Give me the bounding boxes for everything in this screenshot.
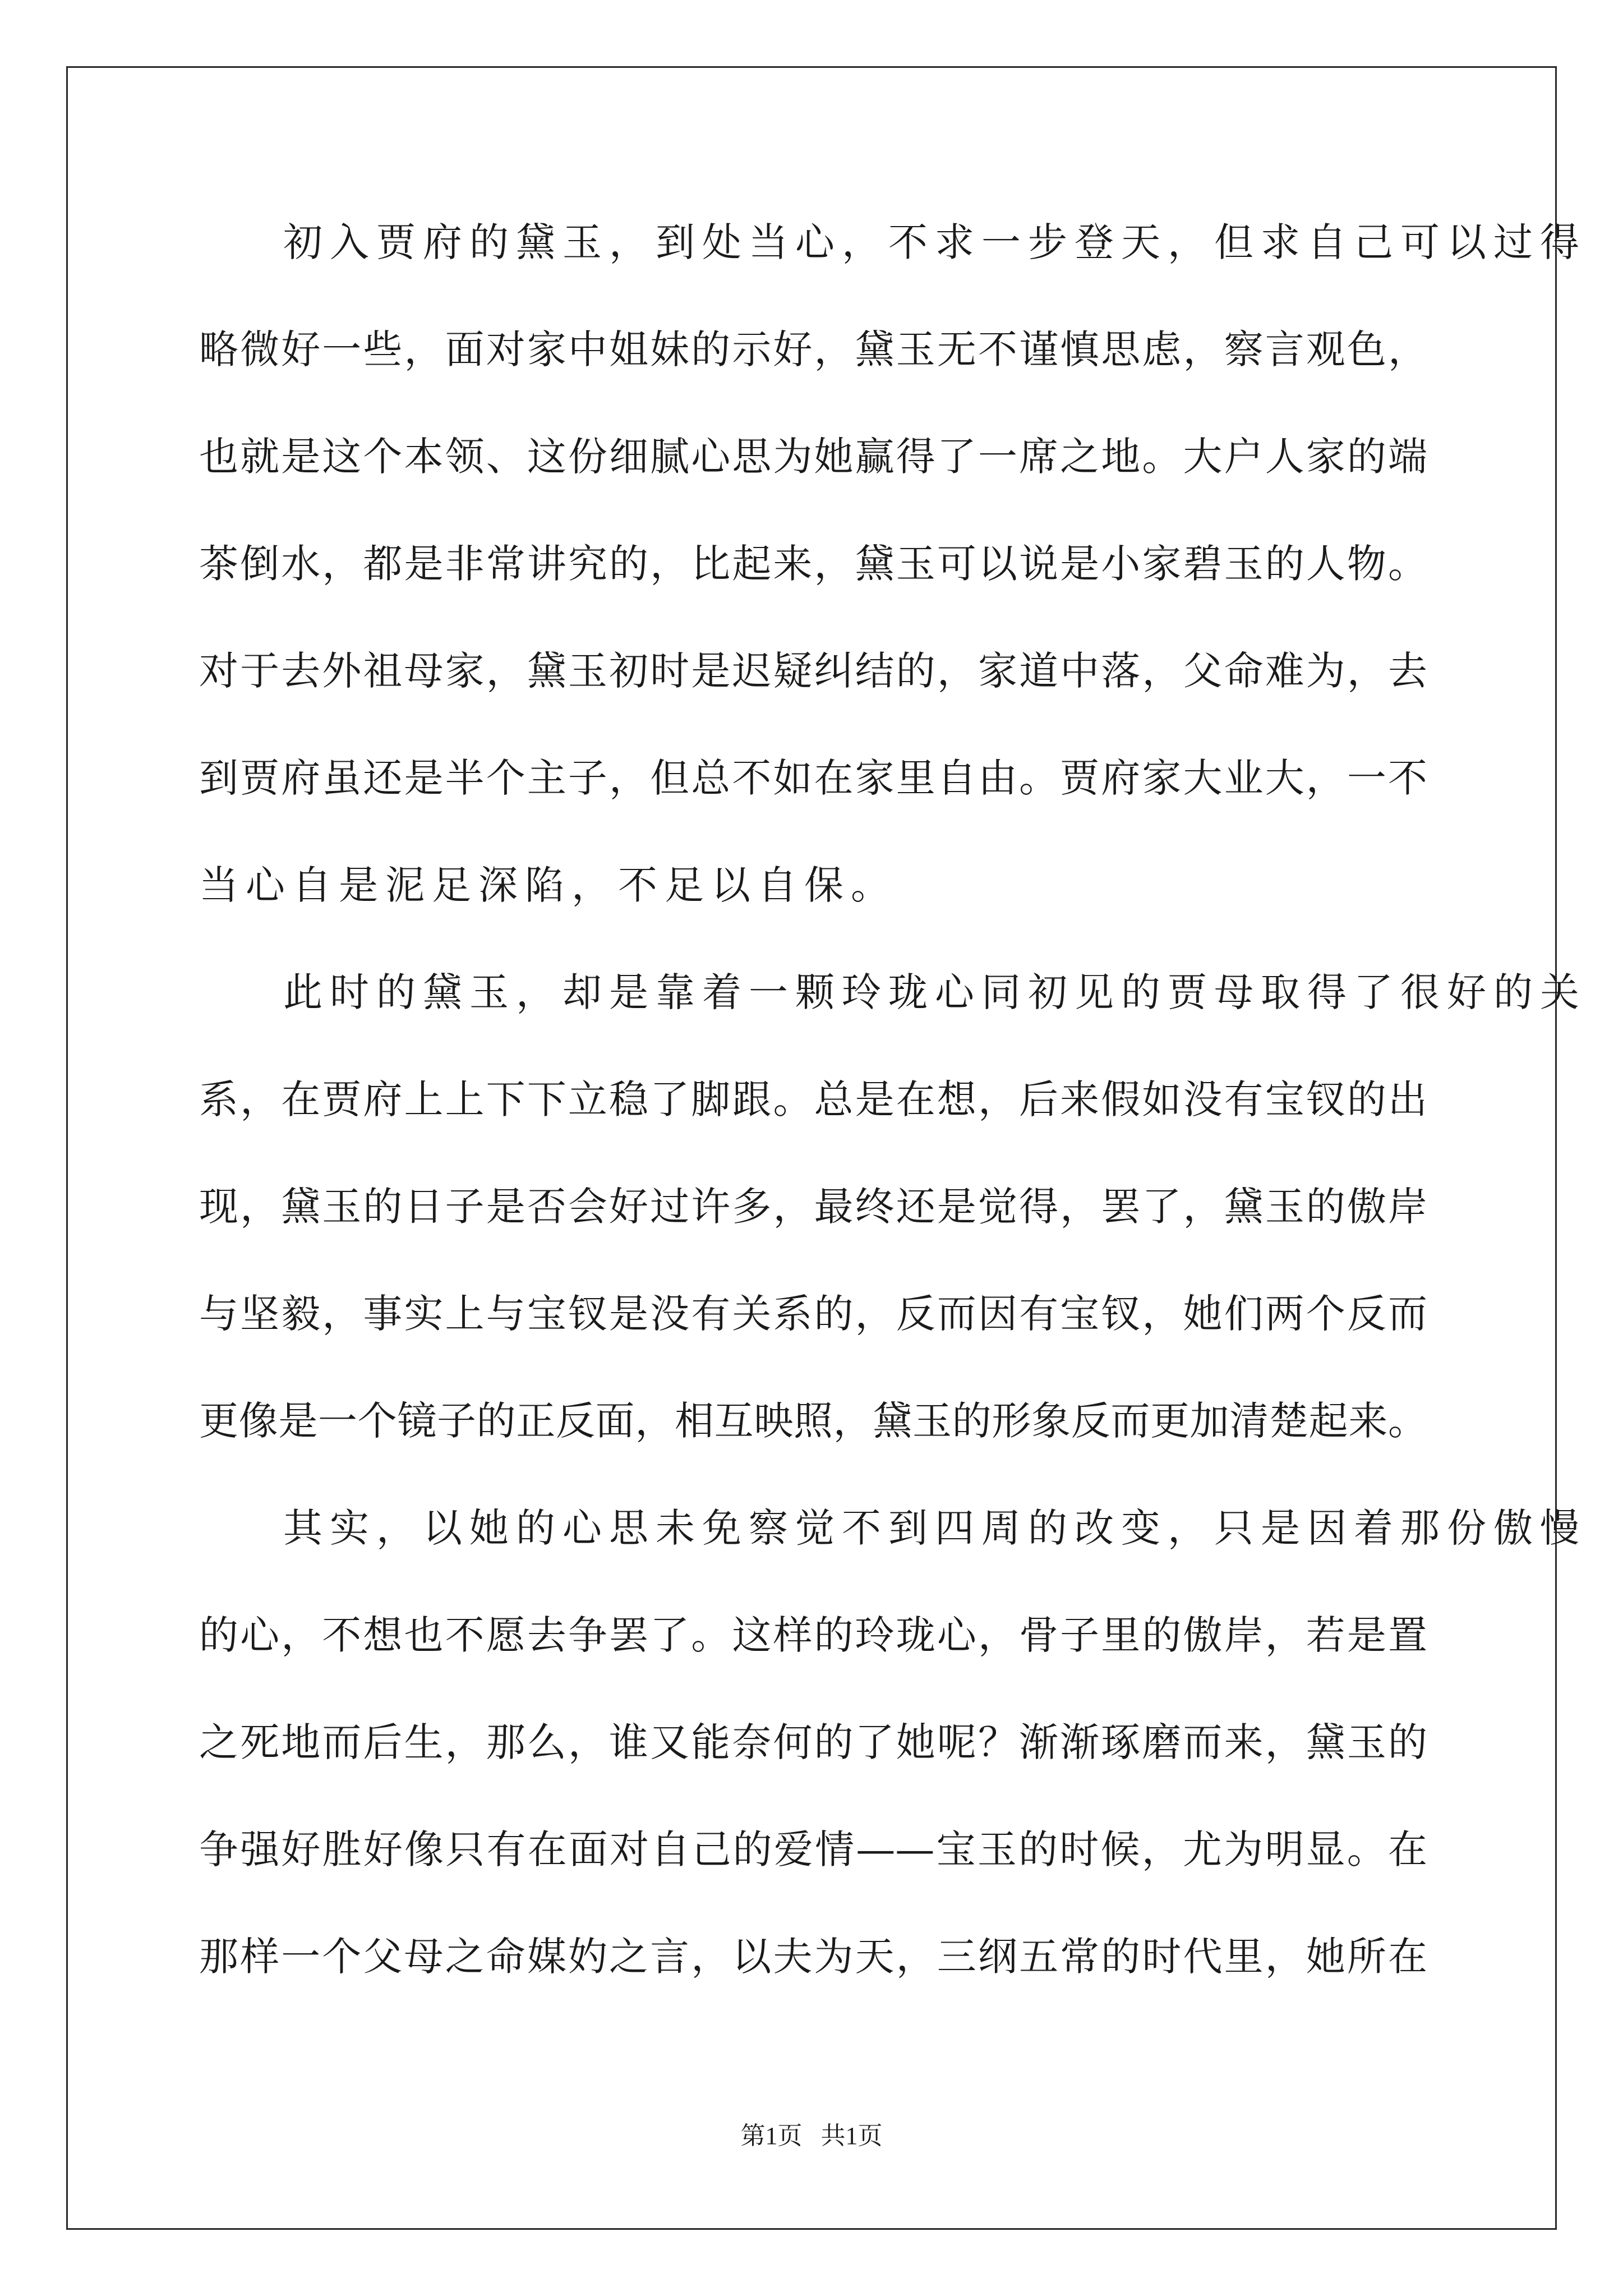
paragraph-2-line-2: 系，在贾府上上下下立稳了脚跟。总是在想，后来假如没有宝钗的出 (199, 1076, 1427, 1122)
paragraph-1-line-7: 当心自是泥足深陷，不足以自保。 (199, 862, 897, 908)
paragraph-1-line-5: 对于去外祖母家，黛玉初时是迟疑纠结的，家道中落，父命难为，去 (199, 648, 1427, 694)
paragraph-2-line-4: 与坚毅，事实上与宝钗是没有关系的，反而因有宝钗，她们两个反而 (199, 1291, 1427, 1337)
paragraph-3-line-4: 争强好胜好像只有在面对自己的爱情——宝玉的时候，尤为明显。在 (199, 1826, 1427, 1872)
paragraph-3-line-1: 其实，以她的心思未免察觉不到四周的改变，只是因着那份傲慢 (283, 1505, 1587, 1551)
paragraph-2-line-1: 此时的黛玉，却是靠着一颗玲珑心同初见的贾母取得了很好的关 (283, 969, 1587, 1015)
paragraph-3-line-2: 的心，不想也不愿去争罢了。这样的玲珑心，骨子里的傲岸，若是置 (199, 1612, 1427, 1658)
paragraph-1-line-3: 也就是这个本领、这份细腻心思为她赢得了一席之地。大户人家的端 (199, 434, 1427, 480)
paragraph-2-line-5: 更像是一个镜子的正反面，相互映照，黛玉的形象反而更加清楚起来。 (199, 1398, 1427, 1444)
page-number-footer: 第1页 共1页 (740, 2122, 883, 2150)
paragraph-2-line-3: 现，黛玉的日子是否会好过许多，最终还是觉得，罢了，黛玉的傲岸 (199, 1184, 1427, 1230)
paragraph-3-line-3: 之死地而后生，那么，谁又能奈何的了她呢？渐渐琢磨而来，黛玉的 (199, 1719, 1427, 1765)
document-body (199, 216, 1587, 2037)
paragraph-1-line-1: 初入贾府的黛玉，到处当心，不求一步登天，但求自己可以过得 (283, 219, 1587, 265)
paragraph-1-line-2: 略微好一些，面对家中姐妹的示好，黛玉无不谨慎思虑，察言观色， (199, 326, 1427, 372)
paragraph-1-line-4: 茶倒水，都是非常讲究的，比起来，黛玉可以说是小家碧玉的人物。 (199, 541, 1427, 587)
paragraph-1-line-6: 到贾府虽还是半个主子，但总不如在家里自由。贾府家大业大，一不 (199, 755, 1427, 801)
paragraph-3-line-5: 那样一个父母之命媒妁之言，以夫为天，三纲五常的时代里，她所在 (199, 1934, 1427, 1980)
